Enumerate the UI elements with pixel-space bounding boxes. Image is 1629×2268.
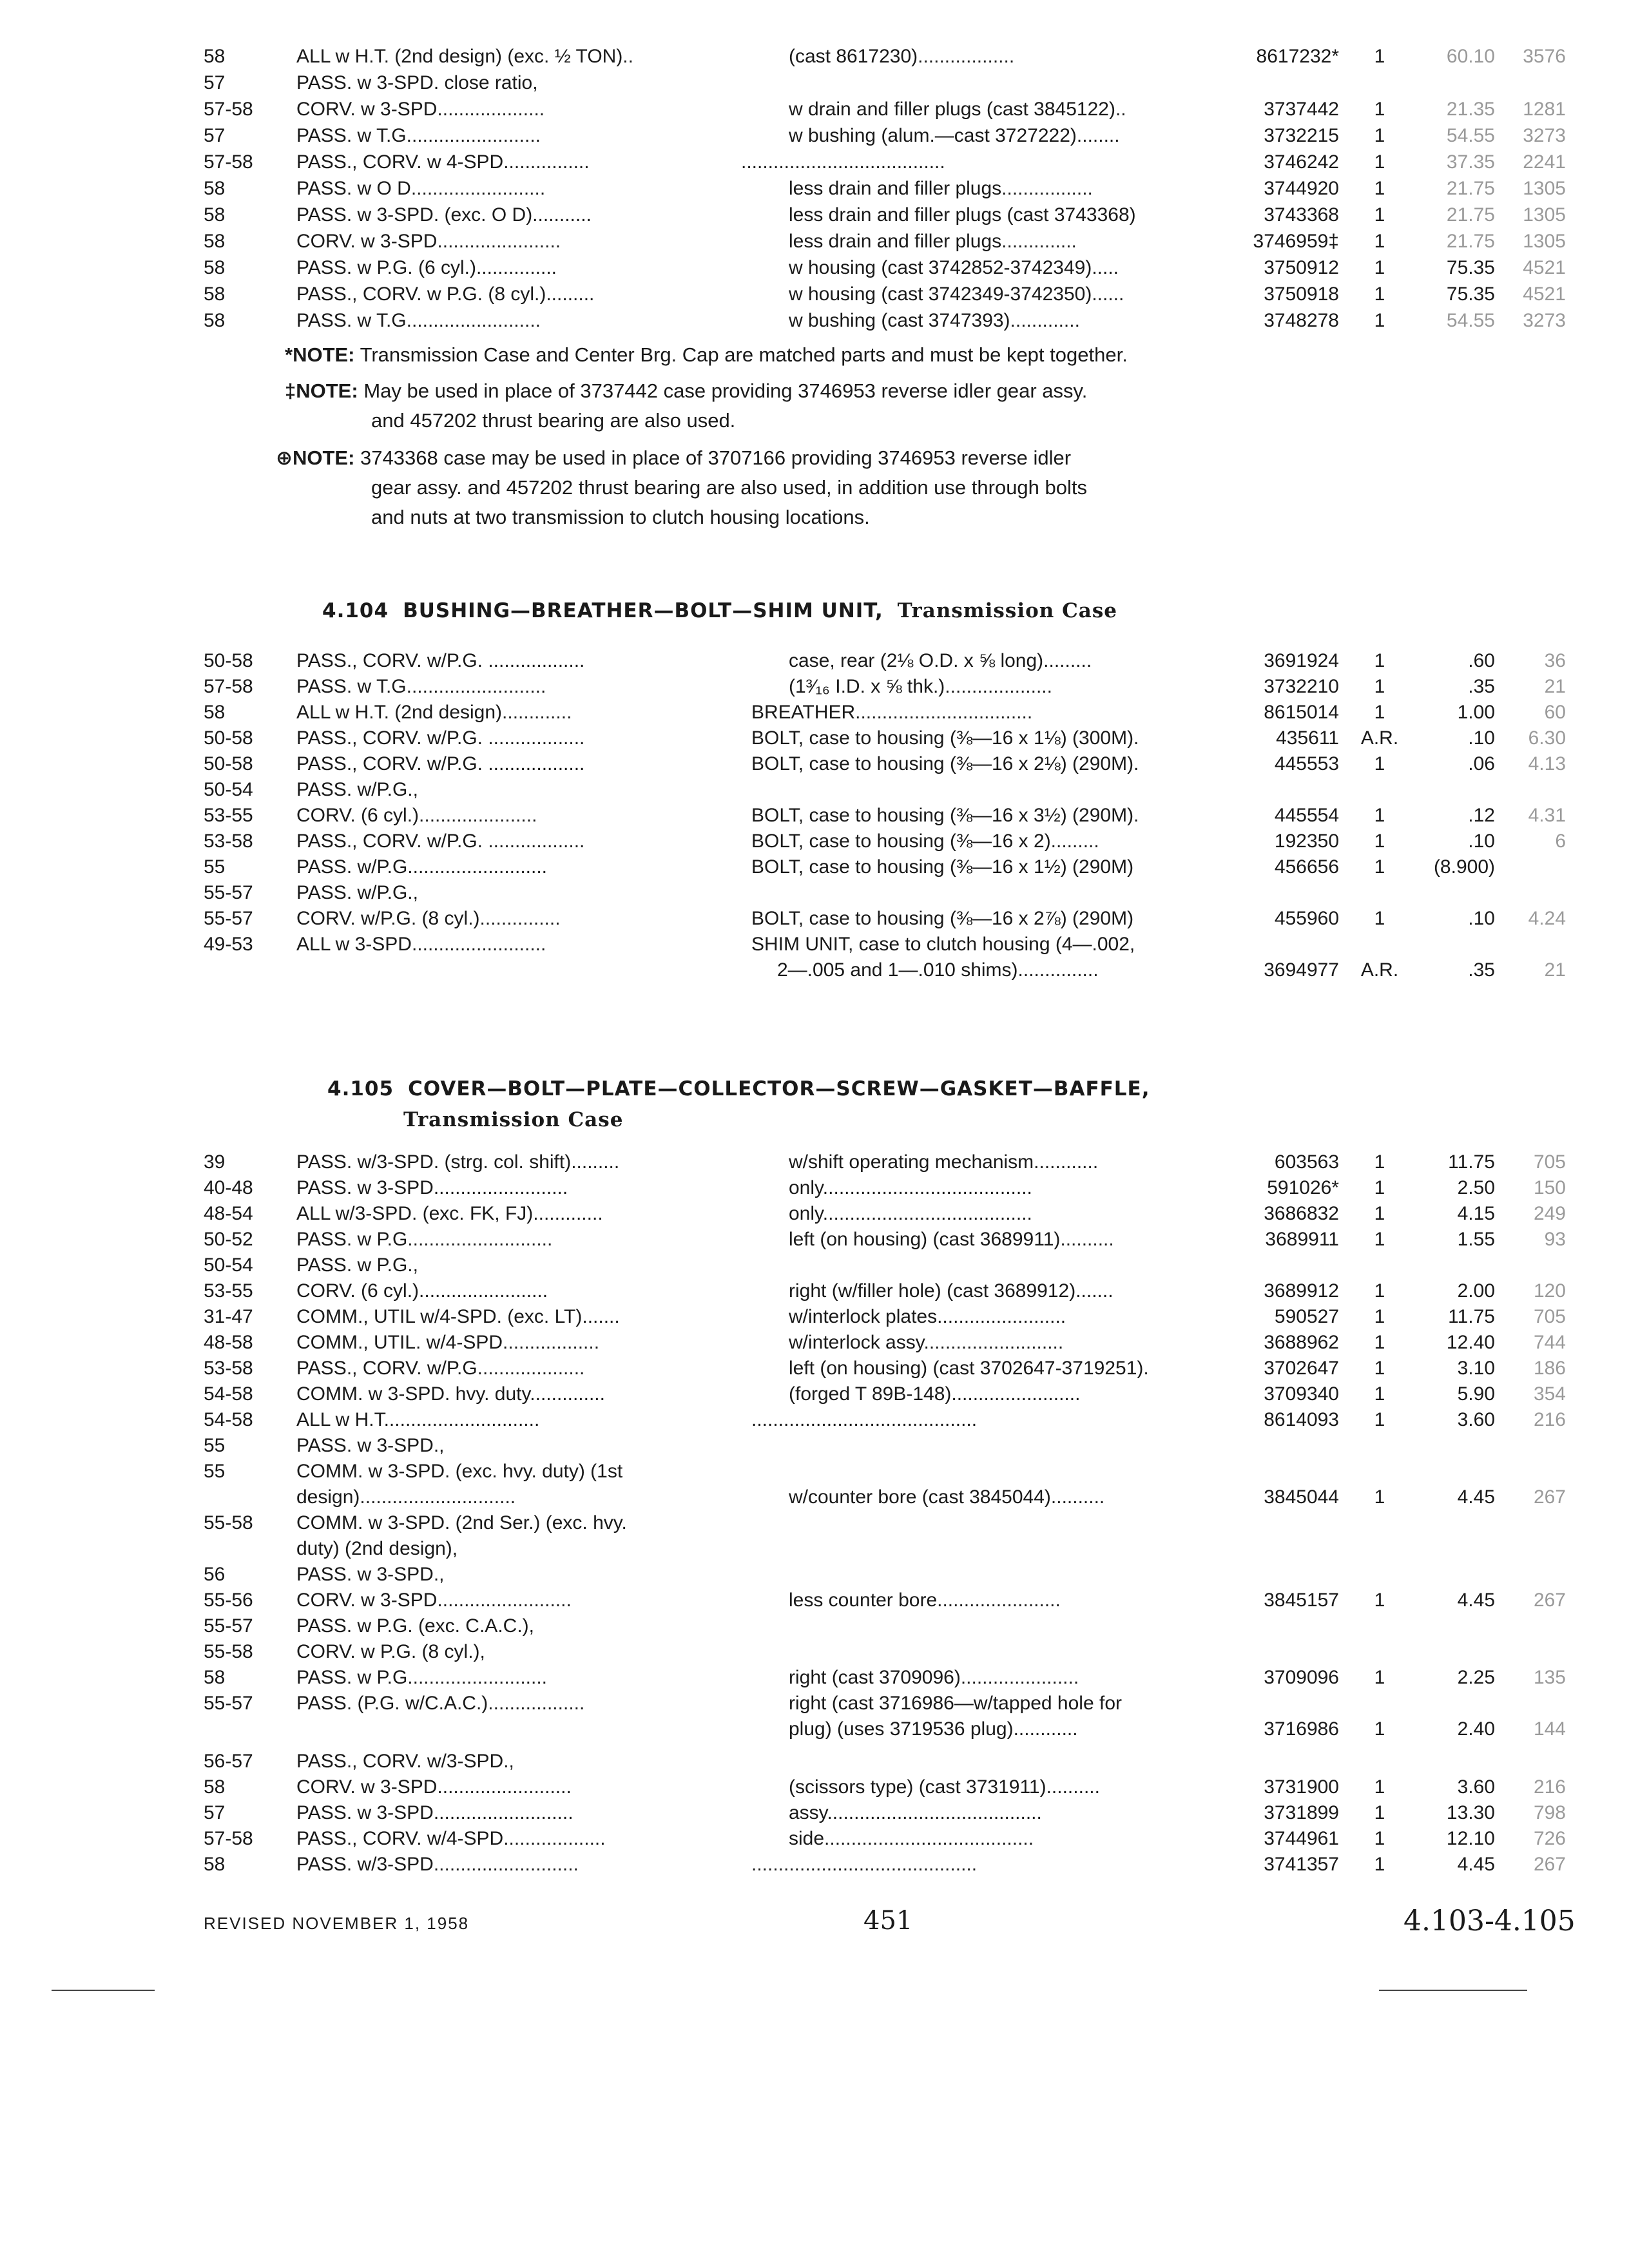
- table-row: 58 PASS. w P.G.......................... right (cast 3709096)...................... 3709096 1 2.25 135: [204, 1667, 1566, 1688]
- table-row: 57-58 CORV. w 3-SPD.................... w drain and filler plugs (cast 3845122).. 3737442 1 21.35 1281: [204, 99, 1566, 120]
- table-row: 48-58 COMM., UTIL. w/4-SPD.................. w/interlock assy.......................... 3688962 1 12.40 744: [204, 1332, 1566, 1353]
- table-row: 50-54 PASS. w/P.G.,: [204, 779, 418, 800]
- table-row: 55 COMM. w 3-SPD. (exc. hvy. duty) (1st: [204, 1461, 623, 1482]
- table-row: 31-47 COMM., UTIL w/4-SPD. (exc. LT)....... w/interlock plates........................ 590527 1 11.75 705: [204, 1306, 1566, 1327]
- table-row: 50-58 PASS., CORV. w/P.G. .................. case, rear (2⅛ O.D. x ⅝ long)......... 3691924 1 .60 36: [204, 650, 1566, 671]
- table-row: 50-58 PASS., CORV. w/P.G. .................. BOLT, case to housing (⅜—16 x 2⅛) (290M). 445553 1 .06 4.13: [204, 753, 1566, 774]
- table-row: 57-58 PASS., CORV. w 4-SPD................ ...................................... 3746242 1 37.35 2241: [204, 151, 1566, 173]
- table-row: 50-58 PASS., CORV. w/P.G. .................. BOLT, case to housing (⅜—16 x 1⅛) (300M). 435611 A.R. .10 6.30: [204, 727, 1566, 749]
- section-heading-4105: 4.105 COVER—BOLT—PLATE—COLLECTOR—SCREW—GASKET—BAFFLE, Transmission Case: [327, 1077, 1150, 1131]
- table-row: 54-58 ALL w H.T............................. .......................................... 8614093 1 3.60 216: [204, 1409, 1566, 1430]
- table-row: 57-58 PASS., CORV. w/4-SPD................... side....................................... 3744961 1 12.10 726: [204, 1828, 1566, 1849]
- table-row: plug) (uses 3719536 plug)............ 3716986 1 2.40 144: [789, 1718, 1566, 1740]
- table-row: 57 PASS. w 3-SPD.......................... assy........................................ 3731899 1 13.30 798: [204, 1802, 1566, 1823]
- table-row: 49-53 ALL w 3-SPD......................... SHIM UNIT, case to clutch housing (4—.002,: [204, 934, 1135, 955]
- table-row: 55-57 CORV. w/P.G. (8 cyl.)............... BOLT, case to housing (⅜—16 x 2⅞) (290M) 455960 1 .10 4.24: [204, 908, 1566, 929]
- table-row: 58 CORV. w 3-SPD....................... less drain and filler plugs.............. 3746959‡ 1 21.75 1305: [204, 231, 1566, 252]
- table-row: duty) (2nd design),: [296, 1538, 458, 1559]
- table-row: 56-57 PASS., CORV. w/3-SPD.,: [204, 1751, 514, 1772]
- table-row: 58 ALL w H.T. (2nd design)............. BREATHER................................. 8615014 1 1.00 60: [204, 702, 1566, 723]
- table-row: 57 PASS. w 3-SPD. close ratio,: [204, 72, 538, 93]
- table-row: 57 PASS. w T.G......................... w bushing (alum.—cast 3727222)........ 3732215 1 54.55 3273: [204, 125, 1566, 146]
- table-row: 48-54 ALL w/3-SPD. (exc. FK, FJ)............. only....................................... 3686832 1 4.15 249: [204, 1203, 1566, 1224]
- table-row: 55-57 PASS. w P.G. (exc. C.A.C.),: [204, 1615, 534, 1637]
- table-row: 55 PASS. w 3-SPD.,: [204, 1435, 445, 1456]
- note-case-replacement: ⊕NOTE: 3743368 case may be used in place of 3707166 providing 3746953 reverse idler gear assy. and 457202 thrust bearing are also used, in addition use through bolts and nuts at two transmission to clutch housing locations.: [276, 447, 1088, 528]
- table-row: 39 PASS. w/3-SPD. (strg. col. shift)......... w/shift operating mechanism............ 603563 1 11.75 705: [204, 1151, 1566, 1173]
- scan-mark: [52, 1990, 155, 1991]
- table-row: 50-54 PASS. w P.G.,: [204, 1254, 418, 1276]
- table-row: 58 PASS. w O D......................... less drain and filler plugs................. 3744920 1 21.75 1305: [204, 178, 1566, 199]
- table-row: 58 PASS. w P.G. (6 cyl.)............... w housing (cast 3742852-3742349)..... 3750912 1 75.35 4521: [204, 257, 1566, 278]
- section-range: 4.103-4.105: [1403, 1905, 1576, 1937]
- table-row: 55-57 PASS. (P.G. w/C.A.C.).................. right (cast 3716986—w/tapped hole for: [204, 1693, 1122, 1714]
- table-row: 53-58 PASS., CORV. w/P.G. .................. BOLT, case to housing (⅜—16 x 2)......... 192350 1 .10 6: [204, 831, 1566, 852]
- table-row: 54-58 COMM. w 3-SPD. hvy. duty.............. (forged T 89B-148)........................ 3709340 1 5.90 354: [204, 1383, 1566, 1405]
- table-row: design)............................. w/counter bore (cast 3845044).......... 3845044 1 4.45 267: [296, 1486, 1566, 1508]
- table-row: 58 CORV. w 3-SPD......................... (scissors type) (cast 3731911).......... 3731900 1 3.60 216: [204, 1776, 1566, 1798]
- table-row: 40-48 PASS. w 3-SPD......................... only....................................... 591026* 1 2.50 150: [204, 1177, 1566, 1198]
- table-row: 58 PASS., CORV. w P.G. (8 cyl.)......... w housing (cast 3742349-3742350)...... 3750918 1 75.35 4521: [204, 284, 1566, 305]
- table-row: 58 ALL w H.T. (2nd design) (exc. ½ TON).. (cast 8617230).................. 8617232* 1 60.10 3576: [204, 46, 1566, 67]
- page-number: 451: [863, 1906, 913, 1936]
- table-row: 58 PASS. w/3-SPD........................... .......................................... 3741357 1 4.45 267: [204, 1854, 1566, 1875]
- table-row: 58 PASS. w 3-SPD. (exc. O D)........... less drain and filler plugs (cast 3743368) 3743368 1 21.75 1305: [204, 204, 1566, 226]
- table-row: 55-58 CORV. w P.G. (8 cyl.),: [204, 1641, 485, 1662]
- table-row: 58 PASS. w T.G......................... w bushing (cast 3747393)............. 3748278 1 54.55 3273: [204, 310, 1566, 331]
- table-row: 50-52 PASS. w P.G........................... left (on housing) (cast 3689911).......... 3689911 1 1.55 93: [204, 1229, 1566, 1250]
- revised-date: REVISED NOVEMBER 1, 1958: [204, 1914, 470, 1933]
- table-row: 56 PASS. w 3-SPD.,: [204, 1564, 445, 1585]
- table-row: 53-55 CORV. (6 cyl.)...................... BOLT, case to housing (⅜—16 x 3½) (290M). 445554 1 .12 4.31: [204, 805, 1566, 826]
- table-row: 55 PASS. w/P.G.......................... BOLT, case to housing (⅜—16 x 1½) (290M) 456656 1 (8.900): [204, 856, 1495, 878]
- table-row: 55-57 PASS. w/P.G.,: [204, 882, 418, 903]
- table-row: 55-58 COMM. w 3-SPD. (2nd Ser.) (exc. hvy.: [204, 1512, 627, 1533]
- table-row: 2—.005 and 1—.010 shims)............... 3694977 A.R. .35 21: [777, 959, 1566, 981]
- table-row: 57-58 PASS. w T.G.......................... (1³⁄₁₆ I.D. x ⅝ thk.).................... 3732210 1 .35 21: [204, 676, 1566, 697]
- scan-mark: [1379, 1990, 1527, 1991]
- table-row: 53-55 CORV. (6 cyl.)........................ right (w/filler hole) (cast 3689912)....... 3689912 1 2.00 120: [204, 1280, 1566, 1302]
- table-row: 53-58 PASS., CORV. w/P.G.................... left (on housing) (cast 3702647-3719251). 3702647 1 3.10 186: [204, 1358, 1566, 1379]
- table-row: 55-56 CORV. w 3-SPD......................... less counter bore....................... 3845157 1 4.45 267: [204, 1590, 1566, 1611]
- note-matched-parts: *NOTE: Transmission Case and Center Brg. Cap are matched parts and must be kept together.: [285, 343, 1128, 366]
- section-heading-4104: 4.104 BUSHING—BREATHER—BOLT—SHIM UNIT, Transmission Case: [322, 599, 1118, 622]
- note-reverse-idler: ‡NOTE: May be used in place of 3737442 case providing 3746953 reverse idler gear assy. and 457202 thrust bearing are also used.: [285, 380, 1088, 432]
